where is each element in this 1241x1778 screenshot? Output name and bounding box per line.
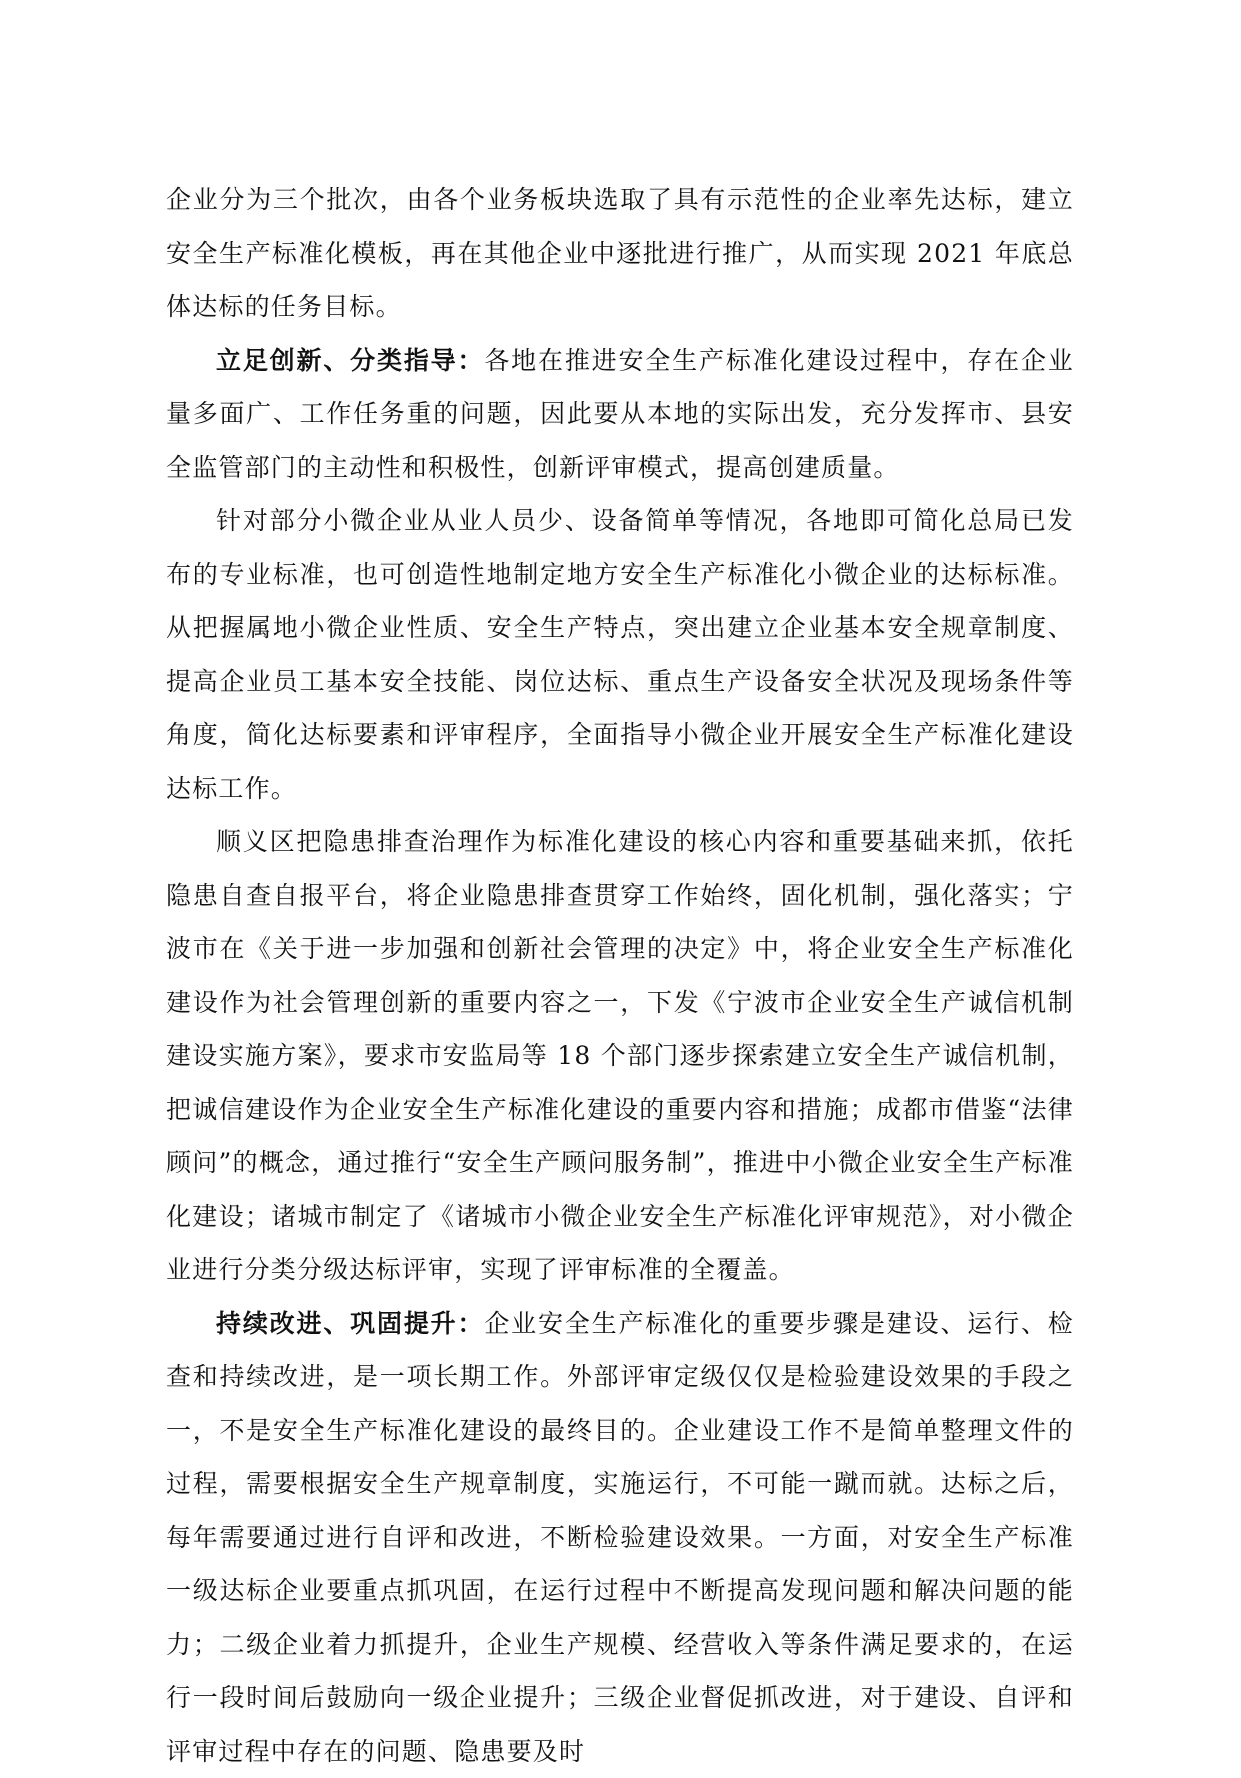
paragraph-continuous-improvement — [166, 1297, 1074, 1778]
paragraph-text: 企业安全生产标准化的重要步骤是建设、运行、检查和持续改进，是一项长期工作。外部评审定级仅仅是检验建设效果的手段之一，不是安全生产标准化建设的最终目的。企业建设工作不是简单整理文件的过程，需要根据安全生产规章制度，实施运行，不可能一蹴而就。达标之后，每年需要通过进行自评和改进，不断检验建设效果。一方面，对安全生产标准一级达标企业要重点抓巩固，在运行过程中不断提高发现问题和解决问题的能力；二级企业着力抓提升，企业生产规模、经营收入等条件满足要求的，在运行一段时间后鼓励向一级企业提升；三级企业督促抓改进，对于建设、自评和评审过程中存在的问题、隐患要及时 — [166, 1309, 1074, 1766]
paragraph-continuation — [166, 173, 1074, 334]
paragraph-text: 针对部分小微企业从业人员少、设备简单等情况，各地即可简化总局已发布的专业标准，也可创造性地制定地方安全生产标准化小微企业的达标标准。从把握属地小微企业性质、安全生产特点，突出建立企业基本安全规章制度、提高企业员工基本安全技能、岗位达标、重点生产设备安全状况及现场条件等角度，简化达标要素和评审程序，全面指导小微企业开展安全生产标准化建设达标工作。 — [166, 506, 1074, 803]
paragraph-heading: 立足创新、分类指导： — [216, 346, 484, 375]
paragraph-text: 企业分为三个批次，由各个业务板块选取了具有示范性的企业率先达标，建立安全生产标准化模板，再在其他企业中逐批进行推广，从而实现 2021 年底总体达标的任务目标。 — [166, 185, 1074, 321]
paragraph-small-enterprises — [166, 494, 1074, 815]
paragraph-regional-examples — [166, 815, 1074, 1297]
paragraph-innovation — [166, 334, 1074, 495]
paragraph-heading: 持续改进、巩固提升： — [216, 1309, 484, 1338]
paragraph-text: 各地在推进安全生产标准化建设过程中，存在企业量多面广、工作任务重的问题，因此要从本地的实际出发，充分发挥市、县安全监管部门的主动性和积极性，创新评审模式，提高创建质量。 — [166, 346, 1074, 482]
paragraph-text: 顺义区把隐患排查治理作为标准化建设的核心内容和重要基础来抓，依托隐患自查自报平台，将企业隐患排查贯穿工作始终，固化机制，强化落实；宁波市在《关于进一步加强和创新社会管理的决定》中，将企业安全生产标准化建设作为社会管理创新的重要内容之一，下发《宁波市企业安全生产诚信机制建设实施方案》，要求市安监局等 18 个部门逐步探索建立安全生产诚信机制，把诚信建设作为企业安全生产标准化建设的重要内容和措施；成都市借鉴“法律顾问”的概念，通过推行“安全生产顾问服务制”，推进中小微企业安全生产标准化建设；诸城市制定了《诸城市小微企业安全生产标准化评审规范》，对小微企业进行分类分级达标评审，实现了评审标准的全覆盖。 — [166, 827, 1074, 1284]
document-body — [166, 173, 1074, 1778]
